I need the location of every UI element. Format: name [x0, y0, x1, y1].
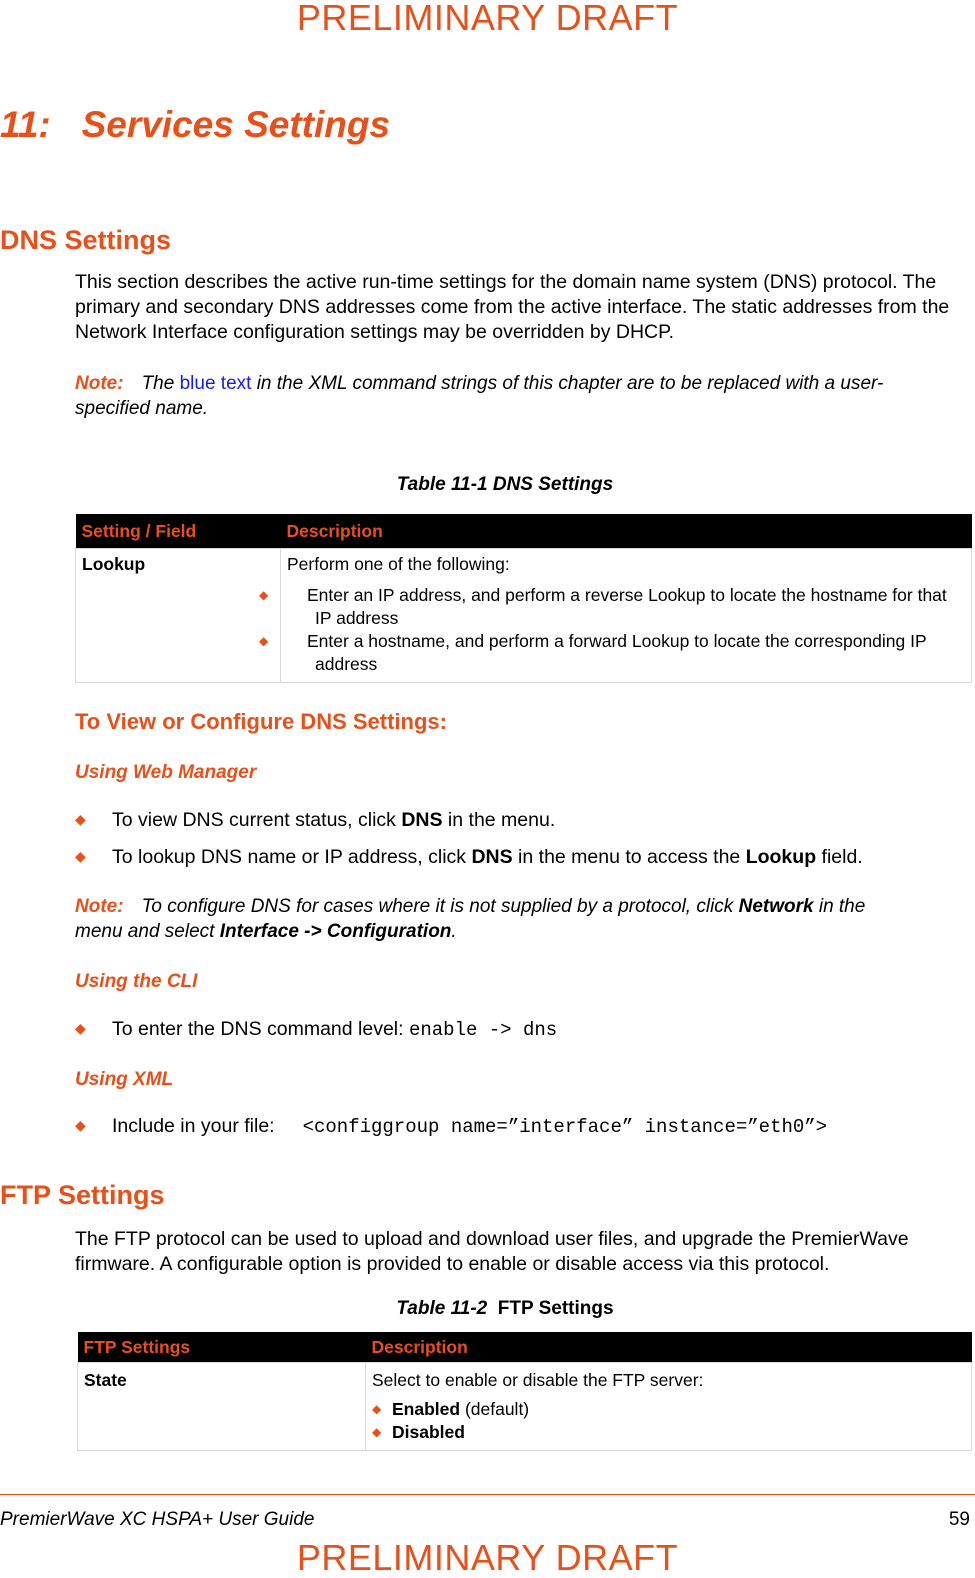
- table-header-setting: Setting / Field: [76, 514, 281, 549]
- watermark-bottom: PRELIMINARY DRAFT: [296, 1537, 679, 1578]
- dns-heading: DNS Settings: [0, 225, 172, 255]
- diamond-bullet-icon: ◆: [372, 1425, 382, 1439]
- footer-divider: [0, 1494, 975, 1495]
- lookup-bullet: ◆ Enter a hostname, and perform a forward Lookup to locate the corresponding IP address: [259, 631, 927, 674]
- table-header-description: Description: [281, 514, 972, 549]
- table-header-row: [76, 514, 972, 549]
- cli-command: enable -> dns: [408, 1019, 558, 1041]
- table-header-ftp-settings: FTP Settings: [78, 1332, 366, 1363]
- ftp-intro: The FTP protocol can be used to upload and download user files, and upgrade the PremierWave firmware. A configurable option is provided to enable or disable access via this protocol.: [75, 1228, 909, 1275]
- web-manager-heading: Using Web Manager: [75, 762, 257, 783]
- diamond-bullet-icon: ◆: [259, 634, 269, 648]
- lookup-description: [259, 549, 972, 683]
- configure-note: Note: To configure DNS for cases where it is not supplied by a protocol, click Network in the menu and select Interface -> Configuration.: [75, 896, 866, 942]
- configure-dns-heading: To View or Configure DNS Settings:: [75, 709, 447, 734]
- cli-heading: Using the CLI: [75, 971, 198, 992]
- cli-bullet: ◆ To enter the DNS command level: enable -> dns: [75, 1018, 558, 1041]
- dns-settings-table: [75, 514, 972, 683]
- diamond-bullet-icon: ◆: [75, 1020, 86, 1036]
- diamond-bullet-icon: ◆: [75, 848, 86, 864]
- dns-table-caption: Table 11-1 DNS Settings: [396, 474, 614, 495]
- diamond-bullet-icon: ◆: [75, 1117, 86, 1133]
- diamond-bullet-icon: ◆: [372, 1402, 382, 1416]
- chapter-title: 11: Services Settings: [0, 104, 391, 145]
- state-option-disabled: ◆ Disabled: [372, 1422, 465, 1442]
- ftp-heading: FTP Settings: [0, 1180, 165, 1210]
- table-row: [78, 1363, 972, 1451]
- note-text-pre: The: [141, 373, 180, 394]
- table-header-row: [78, 1332, 972, 1363]
- xml-bullet: ◆ Include in your file: <configgroup name=”interface” instance=”eth0”>: [75, 1115, 828, 1138]
- web-bullet-status: ◆ To view DNS current status, click DNS in the menu.: [75, 809, 556, 831]
- dns-note: [75, 371, 935, 421]
- lookup-bullet: ◆ Enter an IP address, and perform a reverse Lookup to locate the hostname for that IP address: [259, 585, 947, 628]
- web-bullet-lookup: ◆ To lookup DNS name or IP address, click DNS in the menu to access the Lookup field.: [75, 846, 863, 868]
- lookup-intro: Perform one of the following:: [287, 554, 510, 574]
- ftp-settings-table: [77, 1332, 972, 1451]
- dns-intro: This section describes the active run-time settings for the domain name system (DNS) protocol. The primary and secondary DNS addresses come from the active interface. The static addresses from the Network Interface configuration settings may be overridden by DHCP.: [75, 271, 950, 343]
- diamond-bullet-icon: ◆: [259, 588, 269, 602]
- state-description: [366, 1363, 972, 1451]
- watermark-top: PRELIMINARY DRAFT: [296, 0, 679, 38]
- table-row: [76, 549, 972, 683]
- xml-code: <configgroup name=”interface” instance=”eth0”>: [302, 1116, 828, 1138]
- state-option-enabled: ◆ Enabled (default): [372, 1399, 530, 1419]
- state-intro: Select to enable or disable the FTP server:: [372, 1370, 704, 1390]
- note-label: Note:: [75, 373, 124, 394]
- ftp-table-caption: Table 11-2 FTP Settings: [396, 1298, 614, 1319]
- note-blue-text: blue text: [179, 373, 252, 394]
- footer-title: PremierWave XC HSPA+ User Guide: [0, 1509, 315, 1530]
- table-header-description: Description: [366, 1332, 972, 1363]
- field-state: State: [78, 1363, 366, 1451]
- xml-heading: Using XML: [75, 1069, 174, 1090]
- page-number: 59: [948, 1509, 970, 1530]
- diamond-bullet-icon: ◆: [75, 811, 86, 827]
- note-text-post: in the XML command strings of this chapter are to be replaced with a user-specified name.: [75, 373, 884, 419]
- field-lookup: Lookup: [76, 549, 281, 683]
